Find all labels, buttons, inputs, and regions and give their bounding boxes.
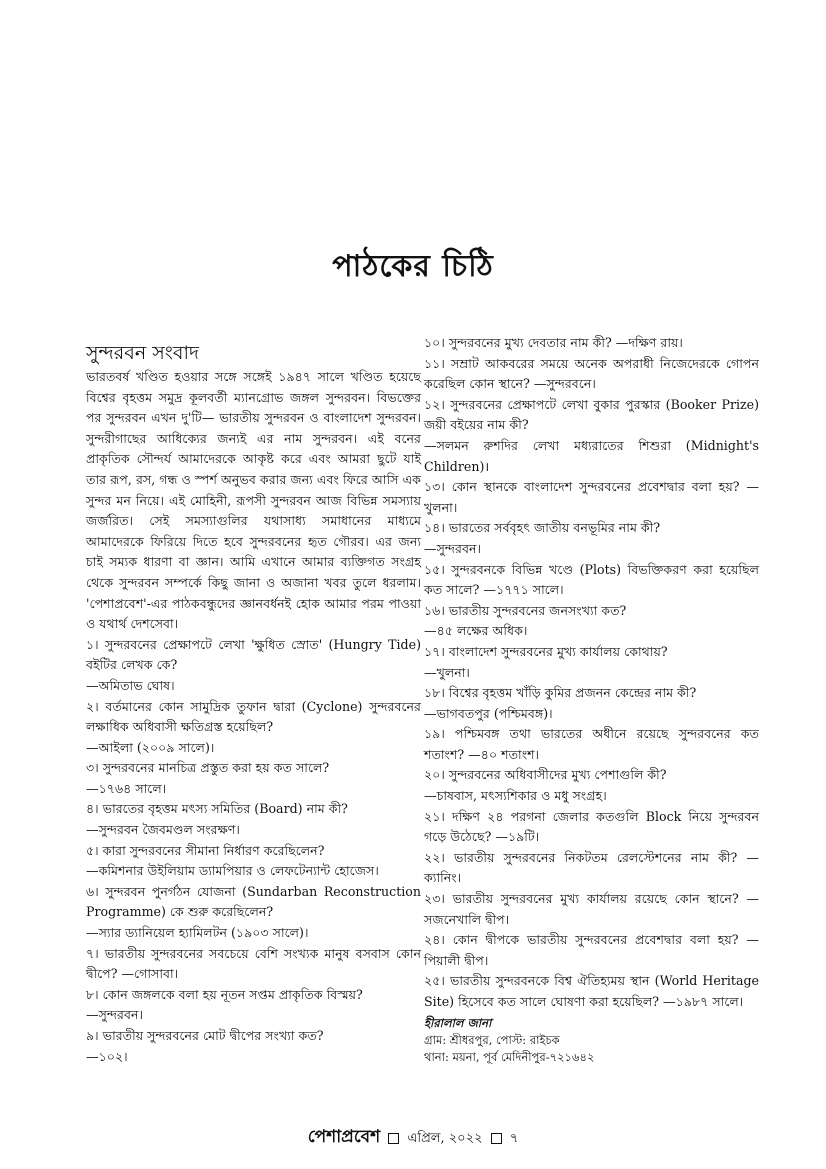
qa-question: ১৭। বাংলাদেশ সুন্দরবনের মুখ্য কার্যালয় কোথায়?	[424, 643, 668, 659]
qa-item	[424, 807, 759, 848]
qa-question: ১৩। কোন স্থানকে বাংলাদেশ সুন্দরবনের প্রবেশদ্বার বলা হয়? —খুলনা।	[424, 479, 759, 515]
qa-item	[424, 642, 759, 683]
footer-date: এপ্রিল, ২০২২	[407, 1131, 483, 1146]
qa-question: ৬। সুন্দরবন পুনর্গঠন যোজনা (Sundarban Reconstruction Programme) কে শুরু করেছিলেন?	[86, 883, 421, 920]
qa-answer: —চাষবাস, মৎস্যশিকার ও মধু সংগ্রহ।	[424, 788, 607, 804]
qa-item	[86, 985, 421, 1026]
qa-item	[424, 683, 759, 724]
qa-question: ১২। সুন্দরবনের প্রেক্ষাপটে লেখা বুকার পুরস্কার (Booker Prize) জয়ী বইয়ের নাম কী?	[424, 396, 759, 433]
separator-box-icon	[388, 1133, 399, 1144]
qa-item	[424, 889, 759, 930]
author-address-line2: থানা: ময়না, পূর্ব মেদিনীপুর-৭২১৬৪২	[424, 1049, 595, 1064]
qa-answer: —সলমন রুশদির লেখা মধ্যরাতের শিশুরা (Midnight's Children)।	[424, 437, 759, 474]
qa-answer: —সুন্দরবন।	[86, 1007, 143, 1023]
qa-question: ১১। সম্রাট আকবরের সময়ে অনেক অপরাধী নিজেদেরকে গোপন করেছিল কোন স্থানে? —সুন্দরবনে।	[424, 355, 759, 392]
qa-item	[86, 635, 421, 697]
qa-answer: —১০২।	[86, 1048, 128, 1064]
right-qa-list	[424, 333, 759, 1013]
qa-answer: —ভাগবতপুর (পশ্চিমবঙ্গ)।	[424, 705, 553, 721]
qa-answer: —আইলা (২০০৯ সালে)।	[86, 739, 215, 755]
qa-question: ৮। কোন জঙ্গলকে বলা হয় নূতন সপ্তম প্রাকৃতিক বিস্ময়?	[86, 986, 363, 1002]
qa-question: ৪। ভারতের বৃহত্তম মৎস্য সমিতির (Board) নাম কী?	[86, 801, 348, 817]
qa-question: ১৮। বিশ্বের বৃহত্তম খাঁড়ি কুমির প্রজনন কেন্দ্রের নাম কী?	[424, 685, 697, 701]
qa-question: ১৪। ভারতের সর্ববৃহৎ জাতীয় বনভূমির নাম কী?	[424, 520, 661, 536]
qa-item	[86, 758, 421, 799]
intro-paragraph: ভারতবর্ষ খণ্ডিত হওয়ার সঙ্গে সঙ্গেই ১৯৪৭ সালে খণ্ডিত হয়েছে বিশ্বের বৃহত্তম সমুদ্র কূলবর্তী ম্যানগ্রোভ জঙ্গল সুন্দরবন। বিভক্তের পর সুন্দরবন এখন দু'টি— ভারতীয় সুন্দরবন ও বাংলাদেশ সুন্দরবন। সুন্দরীগাছের আধিক্যের জন্যই এর নাম সুন্দরবন। এই বনের প্রাকৃতিক সৌন্দর্য আমাদেরকে আকৃষ্ট করে এবং আমরা ছুটে যাই তার রূপ, রস, গন্ধ ও স্পর্শ অনুভব করার জন্য এবং ফিরে আসি এক সুন্দর মন নিয়ে। এই মোহিনী, রূপসী সুন্দরবন আজ বিভিন্ন সমস্যায় জর্জরিত। সেই সমস্যাগুলির যথাসাধ্য সমাধানের মাধ্যমে আমাদেরকে ফিরিয়ে দিতে হবে সুন্দরবনের হৃত গৌরব। এর জন্য চাই সম্যক ধারণা বা জ্ঞান। আমি এখানে আমার ব্যক্তিগত সংগ্রহ থেকে সুন্দরবন সম্পর্কে কিছু জানা ও অজানা খবর তুলে ধরলাম। 'পেশাপ্রবেশ'-এর পাঠকবন্ধুদের জ্ঞানবর্ধনই হোক আমার পরম পাওয়া ও যথার্থ দেশসেবা।	[86, 369, 421, 632]
qa-answer: —স্যার ড্যানিয়েল হ্যামিলটন (১৯০৩ সালে)।	[86, 925, 309, 941]
left-qa-list	[86, 635, 421, 1067]
qa-question: ২৪। কোন দ্বীপকে ভারতীয় সুন্দরবনের প্রবেশদ্বার বলা হয়? —পিয়ালী দ্বীপ।	[424, 932, 759, 968]
qa-question: ৫। কারা সুন্দরবনের সীমানা নির্ধারণ করেছিলেন?	[86, 842, 325, 858]
right-column	[424, 333, 759, 1066]
qa-item	[424, 354, 759, 395]
qa-answer: —১৭৬৪ সালে।	[86, 780, 167, 796]
qa-item	[424, 930, 759, 971]
qa-question: ২৩। ভারতীয় সুন্দরবনের মুখ্য কার্যালয় রয়েছে কোন স্থানে? —সজনেখালি দ্বীপ।	[424, 891, 759, 927]
qa-answer: —সুন্দরবন জৈবমণ্ডল সংরক্ষণ।	[86, 822, 240, 838]
qa-question: ২। বর্তমানের কোন সামুদ্রিক তুফান দ্বারা (Cyclone) সুন্দরবনের লক্ষাধিক অধিবাসী ক্ষতিগ্রস্ত হয়েছিল?	[86, 698, 421, 735]
qa-answer: —খুলনা।	[424, 664, 470, 680]
qa-item	[424, 518, 759, 559]
qa-item	[86, 697, 421, 759]
byline	[424, 1015, 759, 1066]
qa-question: ২২। ভারতীয় সুন্দরবনের নিকটতম রেলস্টেশনের নাম কী? —ক্যানিং।	[424, 849, 759, 886]
author-address-line1: গ্রাম: শ্রীধরপুর, পোস্ট: রাইচক	[424, 1032, 560, 1047]
qa-item	[86, 841, 421, 882]
qa-answer: —সুন্দরবন।	[424, 540, 481, 556]
page-title: পাঠকের চিঠি	[332, 249, 494, 284]
qa-item	[424, 560, 759, 601]
qa-question: ২১। দক্ষিণ ২৪ পরগনা জেলার কতগুলি Block নিয়ে সুন্দরবন গড়ে উঠেছে? —১৯টি।	[424, 808, 759, 845]
qa-question: ১৬। ভারতীয় সুন্দরবনের জনসংখ্যা কত?	[424, 602, 627, 618]
qa-question: ১। সুন্দরবনের প্রেক্ষাপটে লেখা 'ক্ষুধিত স্রোত' (Hungry Tide) বইটির লেখক কে?	[86, 636, 421, 673]
qa-item	[424, 765, 759, 806]
qa-question: ১৫। সুন্দরবনকে বিভিন্ন খণ্ডে (Plots) বিভক্তিকরণ করা হয়েছিল কত সালে? —১৭৭১ সালে।	[424, 561, 759, 598]
qa-item	[86, 799, 421, 840]
qa-question: ৭। ভারতীয় সুন্দরবনের সবচেয়ে বেশি সংখ্যক মানুষ বসবাস কোন দ্বীপে? —গোসাবা।	[86, 945, 421, 982]
qa-question: ১০। সুন্দরবনের মুখ্য দেবতার নাম কী? —দক্ষিণ রায়।	[424, 335, 683, 350]
qa-question: ১৯। পশ্চিমবঙ্গ তথা ভারতের অধীনে রয়েছে সুন্দরবনের কত শতাংশ? —৪০ শতাংশ।	[424, 726, 759, 762]
qa-answer: —কমিশনার উইলিয়াম ড্যামপিয়ার ও লেফটেন্যান্ট হোজেস।	[86, 863, 379, 879]
qa-item	[424, 601, 759, 642]
qa-question: ৩। সুন্দরবনের মানচিত্র প্রস্তুত করা হয় কত সালে?	[86, 760, 330, 776]
qa-item	[424, 971, 759, 1012]
qa-item	[86, 944, 421, 985]
qa-item	[424, 848, 759, 889]
qa-item	[424, 395, 759, 477]
footer-brand: পেশাপ্রবেশ	[307, 1127, 381, 1147]
author-name: হীরালাল জানা	[424, 1015, 492, 1030]
qa-item	[424, 477, 759, 518]
qa-item	[424, 333, 759, 354]
qa-item	[424, 724, 759, 765]
qa-item	[86, 882, 421, 944]
footer-page-number: ৭	[509, 1131, 519, 1146]
page-footer	[0, 1124, 826, 1152]
qa-question: ২৫। ভারতীয় সুন্দরবনকে বিশ্ব ঐতিহ্যময় স্থান (World Heritage Site) হিসেবে কত সালে ঘোষণা করা হয়েছিল? —১৯৮৭ সালে।	[424, 973, 759, 1009]
qa-question: ২০। সুন্দরবনের অধিবাসীদের মুখ্য পেশাগুলি কী?	[424, 767, 667, 783]
qa-answer: —৪৫ লক্ষের অধিক।	[424, 623, 528, 639]
separator-box-icon	[491, 1133, 502, 1144]
qa-answer: —অমিতাভ ঘোষ।	[86, 677, 175, 693]
left-column	[86, 341, 421, 1067]
section-title: সুন্দরবন সংবাদ	[86, 342, 199, 364]
qa-question: ৯। ভারতীয় সুন্দরবনের মোট দ্বীপের সংখ্যা কত?	[86, 1028, 324, 1043]
qa-item	[86, 1026, 421, 1067]
